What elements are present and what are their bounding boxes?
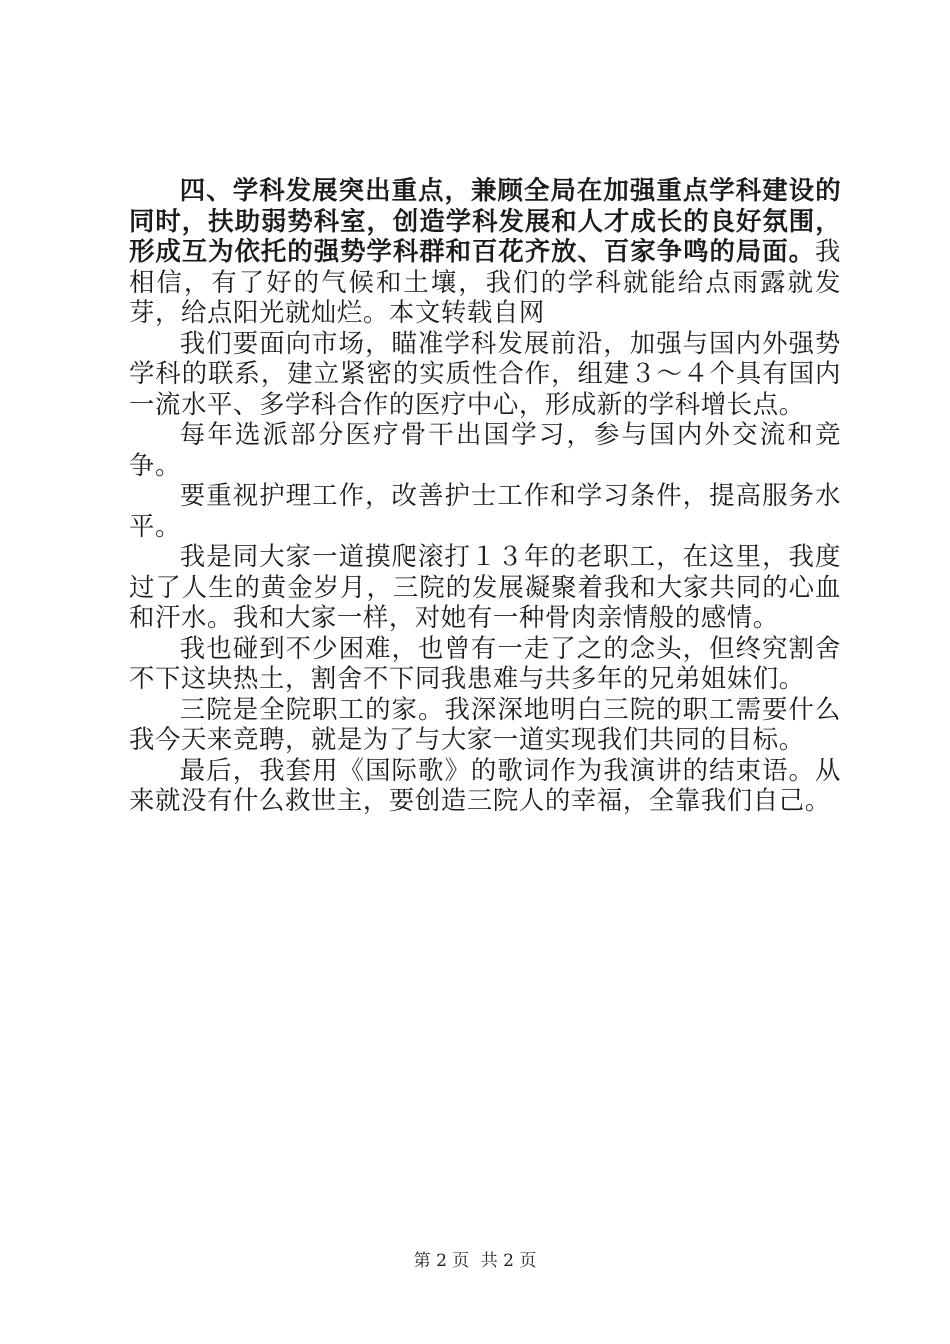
- paragraph-2: 我们要面向市场，瞄准学科发展前沿，加强与国内外强势学科的联系，建立紧密的实质性合作，组建３～４个具有国内一流水平、多学科合作的医疗中心，形成新的学科增长点。: [129, 327, 841, 419]
- paragraph-5: 我是同大家一道摸爬滚打１３年的老职工，在这里，我度过了人生的黄金岁月，三院的发展凝聚着我和大家共同的心血和汗水。我和大家一样，对她有一种骨肉亲情般的感情。: [129, 541, 841, 632]
- paragraph-3: 每年选派部分医疗骨干出国学习，参与国内外交流和竞争。: [129, 419, 841, 480]
- page-total: 共 2 页: [480, 1251, 537, 1271]
- paragraph-1-text: 我相信，有了好的气候和土壤，我们的学科就能给点雨露就发芽，给点阳光就灿烂。本文转载自网: [129, 236, 841, 327]
- paragraph-8: 最后，我套用《国际歌》的歌词作为我演讲的结束语。从来就没有什么救世主，要创造三院人的幸福，全靠我们自己。: [129, 754, 841, 815]
- paragraph-7: 三院是全院职工的家。我深深地明白三院的职工需要什么我今天来竞聘，就是为了与大家一道实现我们共同的目标。: [129, 693, 841, 754]
- document-body: [129, 175, 841, 816]
- paragraph-1-heading: 四、学科发展突出重点，兼顾全局在加强重点学科建设的同时，扶助弱势科室，创造学科发展和人才成长的良好氛围，形成互为依托的强势学科群和百花齐放、百家争鸣的局面。: [129, 175, 841, 266]
- page-number: 第 2 页: [413, 1251, 470, 1271]
- page-footer: [0, 1246, 950, 1271]
- paragraph-1: [129, 175, 841, 328]
- paragraph-4: 要重视护理工作，改善护士工作和学习条件，提高服务水平。: [129, 480, 841, 541]
- paragraph-6: 我也碰到不少困难，也曾有一走了之的念头，但终究割舍不下这块热土，割舍不下同我患难与共多年的兄弟姐妹们。: [129, 632, 841, 693]
